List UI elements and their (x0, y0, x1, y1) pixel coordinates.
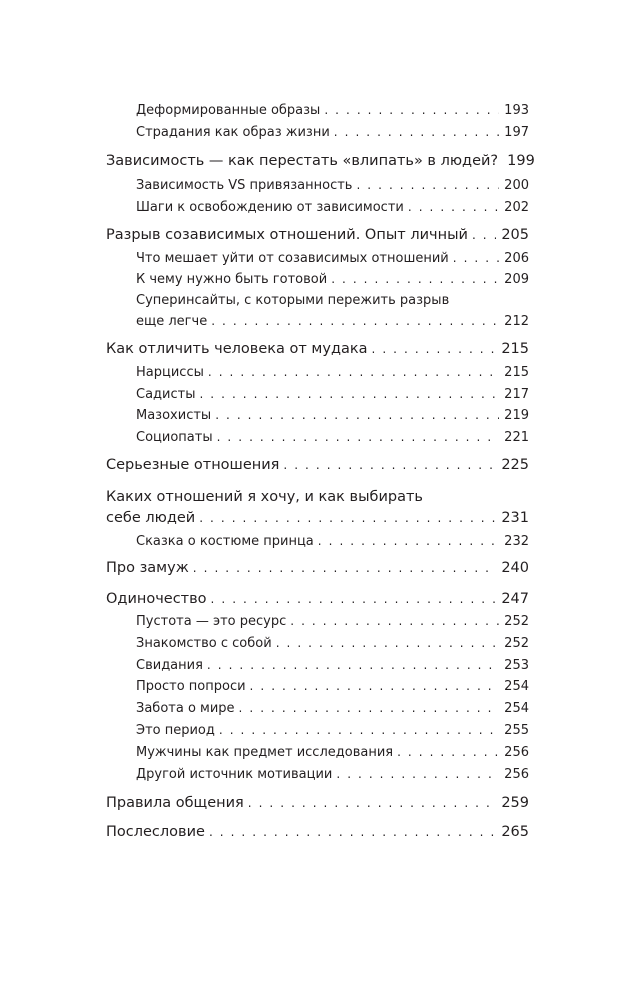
toc-entry-title: Свидания (136, 658, 203, 673)
toc-entry-title: Одиночество (106, 591, 207, 607)
toc-page-number: 197 (504, 125, 529, 140)
toc-entry-line (136, 408, 529, 423)
toc-dot-leader (356, 178, 499, 192)
toc-entry-line (136, 314, 529, 329)
toc-entry-line (136, 614, 529, 629)
toc-entry-line (136, 745, 529, 760)
toc-entry-line (106, 489, 529, 505)
toc-entry-line (106, 153, 535, 169)
toc-page-number: 256 (504, 745, 529, 760)
toc-dot-leader (211, 314, 499, 328)
toc-page-number: 256 (504, 767, 529, 782)
toc-page-number: 219 (504, 408, 529, 423)
toc-entry-title: Сказка о костюме принца (136, 534, 314, 549)
toc-dot-leader (283, 458, 496, 472)
toc-entry-title: Как отличить человека от мудака (106, 341, 368, 357)
toc-page-number: 202 (504, 200, 529, 215)
toc-dot-leader (207, 658, 499, 672)
toc-dot-leader (199, 387, 499, 401)
toc-dot-leader (472, 228, 496, 242)
toc-page-number: 193 (504, 103, 529, 118)
toc-entry-title: еще легче (136, 314, 208, 329)
toc-entry-line (136, 251, 529, 266)
toc-entry-title: Знакомство с собой (136, 636, 272, 651)
toc-page-number: 254 (504, 679, 529, 694)
toc-dot-leader (324, 103, 499, 117)
toc-entry-line (136, 125, 529, 140)
toc-entry-line (136, 701, 529, 716)
toc-page-number: 206 (504, 251, 529, 266)
toc-dot-leader (215, 408, 499, 422)
toc-entry-title: Страдания как образ жизни (136, 125, 330, 140)
toc-entry-title: К чему нужно быть готовой (136, 272, 328, 287)
toc-entry-line (136, 430, 529, 445)
toc-entry-title: Забота о мире (136, 701, 235, 716)
toc-dot-leader (453, 251, 499, 265)
toc-page-number: 232 (504, 534, 529, 549)
toc-entry-title: себе людей (106, 510, 196, 526)
toc-dot-leader (318, 534, 499, 548)
toc-entry-title: Деформированные образы (136, 103, 321, 118)
toc-entry-title: Суперинсайты, с которыми пережить разрыв (136, 293, 450, 308)
toc-entry-line (136, 767, 529, 782)
toc-entry-line (106, 591, 529, 607)
toc-page-number: 231 (501, 510, 529, 526)
toc-entry-title: Пустота — это ресурс (136, 614, 287, 629)
toc-entry-line (106, 795, 529, 811)
toc-page-number: 209 (504, 272, 529, 287)
toc-dot-leader (239, 701, 500, 715)
toc-entry-title: Каких отношений я хочу, и как выбирать (106, 489, 423, 505)
toc-entry-title: Это период (136, 723, 215, 738)
toc-page-number: 215 (504, 365, 529, 380)
toc-entry-line (136, 658, 529, 673)
toc-page-number: 200 (504, 178, 529, 193)
toc-page-number: 240 (501, 560, 529, 576)
toc-entry-line (106, 457, 529, 473)
toc-entry-title: Правила общения (106, 795, 244, 811)
toc-dot-leader (290, 614, 499, 628)
toc-dot-leader (331, 272, 499, 286)
toc-entry-line (106, 227, 529, 243)
toc-entry-line (106, 824, 529, 840)
toc-entry-title: Шаги к освобождению от зависимости (136, 200, 404, 215)
toc-entry-line (136, 723, 529, 738)
toc-entry-title: Зависимость VS привязанность (136, 178, 353, 193)
toc-entry-line (136, 103, 529, 118)
toc-entry-title: Что мешает уйти от созависимых отношений (136, 251, 449, 266)
toc-entry-line (136, 365, 529, 380)
toc-entry-title: Послесловие (106, 824, 205, 840)
toc-page-number: 247 (501, 591, 529, 607)
toc-entry-title: Нарциссы (136, 365, 204, 380)
toc-entry-title: Серьезные отношения (106, 457, 280, 473)
toc-entry-line (136, 293, 529, 308)
toc-page-number: 212 (504, 314, 529, 329)
toc-entry-title: Мазохисты (136, 408, 212, 423)
toc-page-number: 253 (504, 658, 529, 673)
toc-page-number: 221 (504, 430, 529, 445)
toc-dot-leader (250, 679, 500, 693)
toc-dot-leader (219, 723, 499, 737)
toc-page-number: 259 (501, 795, 529, 811)
toc-entry-line (106, 560, 529, 576)
toc-entry-line (136, 636, 529, 651)
toc-dot-leader (199, 511, 496, 525)
toc-entry-line (136, 178, 529, 193)
toc-page-number: 217 (504, 387, 529, 402)
toc-dot-leader (208, 365, 499, 379)
toc-dot-leader (336, 767, 499, 781)
toc-entry-title: Социопаты (136, 430, 213, 445)
toc-entry-title: Другой источник мотивации (136, 767, 333, 782)
toc-entry-line (106, 341, 529, 357)
toc-page-number: 252 (504, 636, 529, 651)
toc-entry-title: Мужчины как предмет исследования (136, 745, 394, 760)
toc-entry-line (136, 387, 529, 402)
toc-entry-title: Разрыв созависимых отношений. Опыт личный (106, 227, 468, 243)
toc-page-number: 254 (504, 701, 529, 716)
toc-dot-leader (193, 561, 497, 575)
toc-page-number: 215 (501, 341, 529, 357)
toc-entry-title: Зависимость — как перестать «влипать» в людей? (106, 153, 499, 169)
toc-page-number: 205 (501, 227, 529, 243)
toc-dot-leader (211, 592, 497, 606)
toc-dot-leader (397, 745, 499, 759)
toc-dot-leader (209, 825, 496, 839)
toc-entry-line (136, 534, 529, 549)
toc-entry-line (106, 510, 529, 526)
toc-page-number: 225 (501, 457, 529, 473)
toc-entry-title: Про замуж (106, 560, 189, 576)
toc-dot-leader (334, 125, 499, 139)
toc-page-number: 252 (504, 614, 529, 629)
toc-page-number: 199 (507, 153, 535, 169)
toc-entry-line (136, 679, 529, 694)
toc-dot-leader (276, 636, 499, 650)
toc-page-number: 255 (504, 723, 529, 738)
toc-dot-leader (372, 342, 497, 356)
toc-dot-leader (217, 430, 500, 444)
toc-entry-line (136, 272, 529, 287)
toc-entry-title: Садисты (136, 387, 196, 402)
toc-entry-title: Просто попроси (136, 679, 246, 694)
toc-dot-leader (248, 796, 497, 810)
toc-entry-line (136, 200, 529, 215)
toc-page-number: 265 (501, 824, 529, 840)
toc-dot-leader (408, 200, 499, 214)
